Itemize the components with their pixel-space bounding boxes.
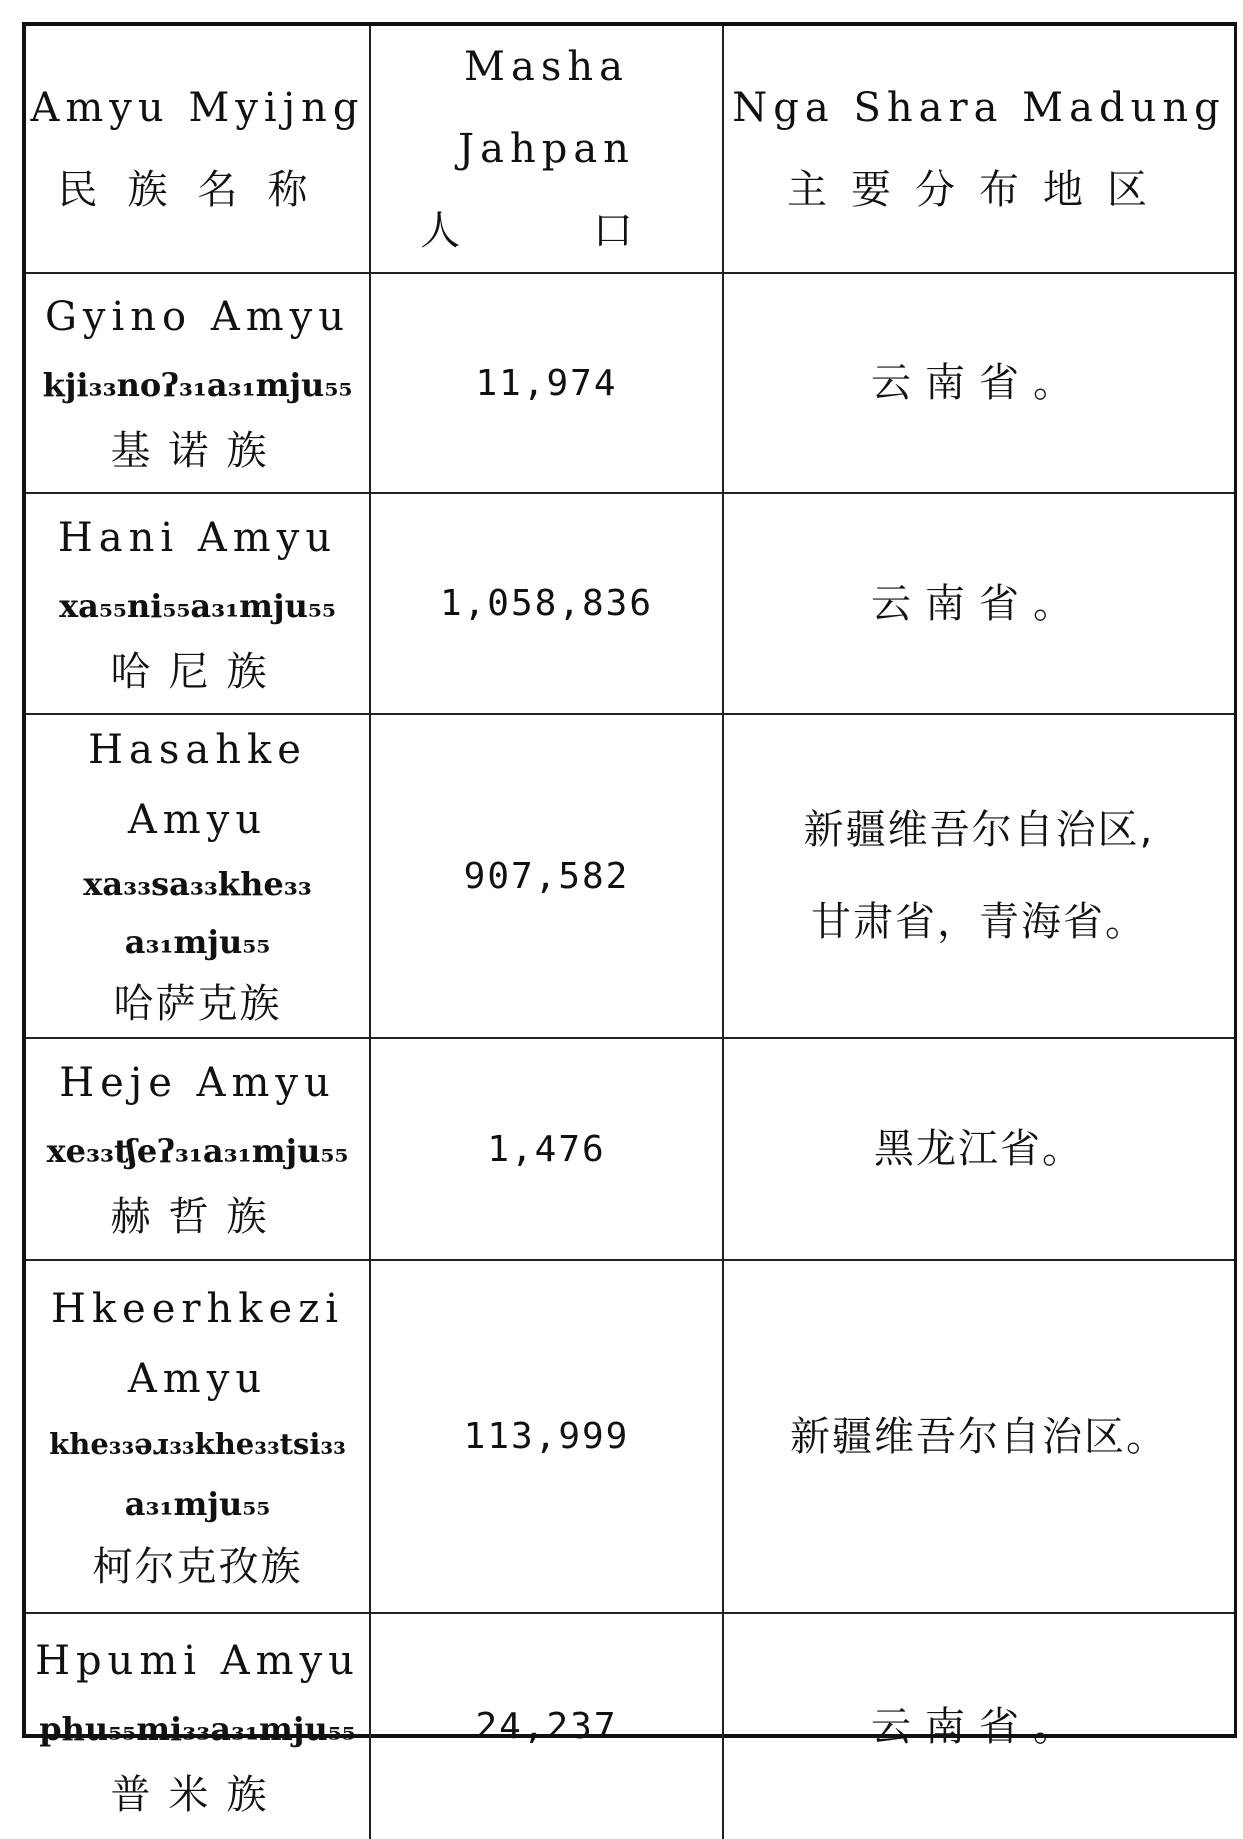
header-name-label: Amyu Myijng — [30, 85, 365, 131]
region-cell — [723, 714, 1234, 1038]
ethnic-name-cn: 赫哲族 — [110, 1194, 285, 1240]
population-value: 1,476 — [487, 1128, 606, 1170]
region-cell — [723, 1038, 1234, 1260]
ethnic-name: Gyino Amyu — [44, 294, 351, 340]
region-line: 新疆维吾尔自治区。 — [790, 1413, 1168, 1460]
table-header-row — [26, 26, 1234, 273]
population-value: 24,237 — [475, 1706, 618, 1747]
region-line: 云南省。 — [871, 1703, 1087, 1750]
population-cell — [370, 493, 723, 714]
ethnic-name: Heje Amyu — [59, 1060, 336, 1106]
ethnic-name-cont: Amyu — [127, 1355, 268, 1402]
population-value: 11,974 — [475, 362, 618, 404]
table-row — [26, 273, 1234, 493]
header-population-label: Masha Jahpan — [458, 44, 635, 172]
header-cell-name — [26, 26, 370, 273]
ethnic-name-cell — [26, 1613, 370, 1839]
ethnic-name: Hkeerhkezi — [50, 1285, 345, 1332]
ethnic-name-ipa: xa₅₅ni₅₅a₃₁mju₅₅ — [59, 586, 336, 625]
header-region-label-cn: 主要分布地区 — [787, 167, 1171, 213]
ethnic-name-cell — [26, 1038, 370, 1260]
region-cell — [723, 493, 1234, 714]
header-cell-population — [370, 26, 723, 273]
region-line: 云南省。 — [871, 580, 1087, 627]
ethnic-name-cn: 柯尔克孜族 — [92, 1543, 303, 1590]
ethnic-name-ipa-cont: a₃₁mju₅₅ — [124, 1484, 271, 1523]
population-value: 1,058,836 — [439, 583, 654, 624]
ethnic-name: Hpumi Amyu — [35, 1637, 360, 1684]
table-row — [26, 493, 1234, 714]
ethnic-name-cn: 哈萨克族 — [113, 981, 282, 1027]
population-cell — [370, 714, 723, 1038]
ethnic-name-cell — [26, 1260, 370, 1613]
table-row — [26, 1038, 1234, 1260]
ethnic-name-cell — [26, 493, 370, 714]
ethnic-name-ipa: xa₃₃sa₃₃khe₃₃ — [83, 865, 312, 903]
ethnic-name-cn: 普米族 — [110, 1771, 285, 1818]
ethnic-name-ipa: xe₃₃ʧeʔ₃₁a₃₁mju₅₅ — [46, 1132, 349, 1170]
population-cell — [370, 273, 723, 493]
ethnic-name-cn: 基诺族 — [110, 428, 285, 474]
region-cell — [723, 1260, 1234, 1613]
header-population-label-cn: 人 口 — [420, 208, 673, 254]
table-row — [26, 1613, 1234, 1839]
ethnic-name-cn: 哈尼族 — [110, 648, 285, 695]
region-line: 云南省。 — [871, 360, 1087, 406]
population-value: 113,999 — [463, 1416, 630, 1457]
population-cell — [370, 1613, 723, 1839]
ethnic-name-cell — [26, 273, 370, 493]
region-cell — [723, 273, 1234, 493]
header-name-label-cn: 民族名称 — [57, 167, 338, 213]
population-value: 907,582 — [463, 855, 630, 897]
region-line: 新疆维吾尔自治区, — [803, 807, 1155, 853]
region-cell — [723, 1613, 1234, 1839]
region-line: 甘肃省，青海省。 — [811, 899, 1147, 945]
ethnic-name-ipa: khe₃₃əɹ₃₃khe₃₃tsi₃₃ — [49, 1426, 346, 1461]
population-cell — [370, 1038, 723, 1260]
header-region-label: Nga Shara Madung — [732, 85, 1226, 131]
ethnic-name: Hasahke Amyu — [88, 727, 307, 843]
ethnic-name: Hani Amyu — [57, 514, 338, 561]
header-cell-region — [723, 26, 1234, 273]
ethnic-group-table — [26, 26, 1234, 1839]
table-row — [26, 714, 1234, 1038]
ethnic-name-cell — [26, 714, 370, 1038]
population-cell — [370, 1260, 723, 1613]
region-line: 黑龙江省。 — [874, 1126, 1084, 1172]
ethnic-name-ipa: phu₅₅mi₃₃a₃₁mju₅₅ — [39, 1709, 356, 1748]
ethnic-name-ipa-cont: a₃₁mju₅₅ — [124, 923, 271, 961]
ethnic-name-ipa: kji₃₃noʔ₃₁a₃₁mju₅₅ — [42, 366, 353, 404]
table-row — [26, 1260, 1234, 1613]
